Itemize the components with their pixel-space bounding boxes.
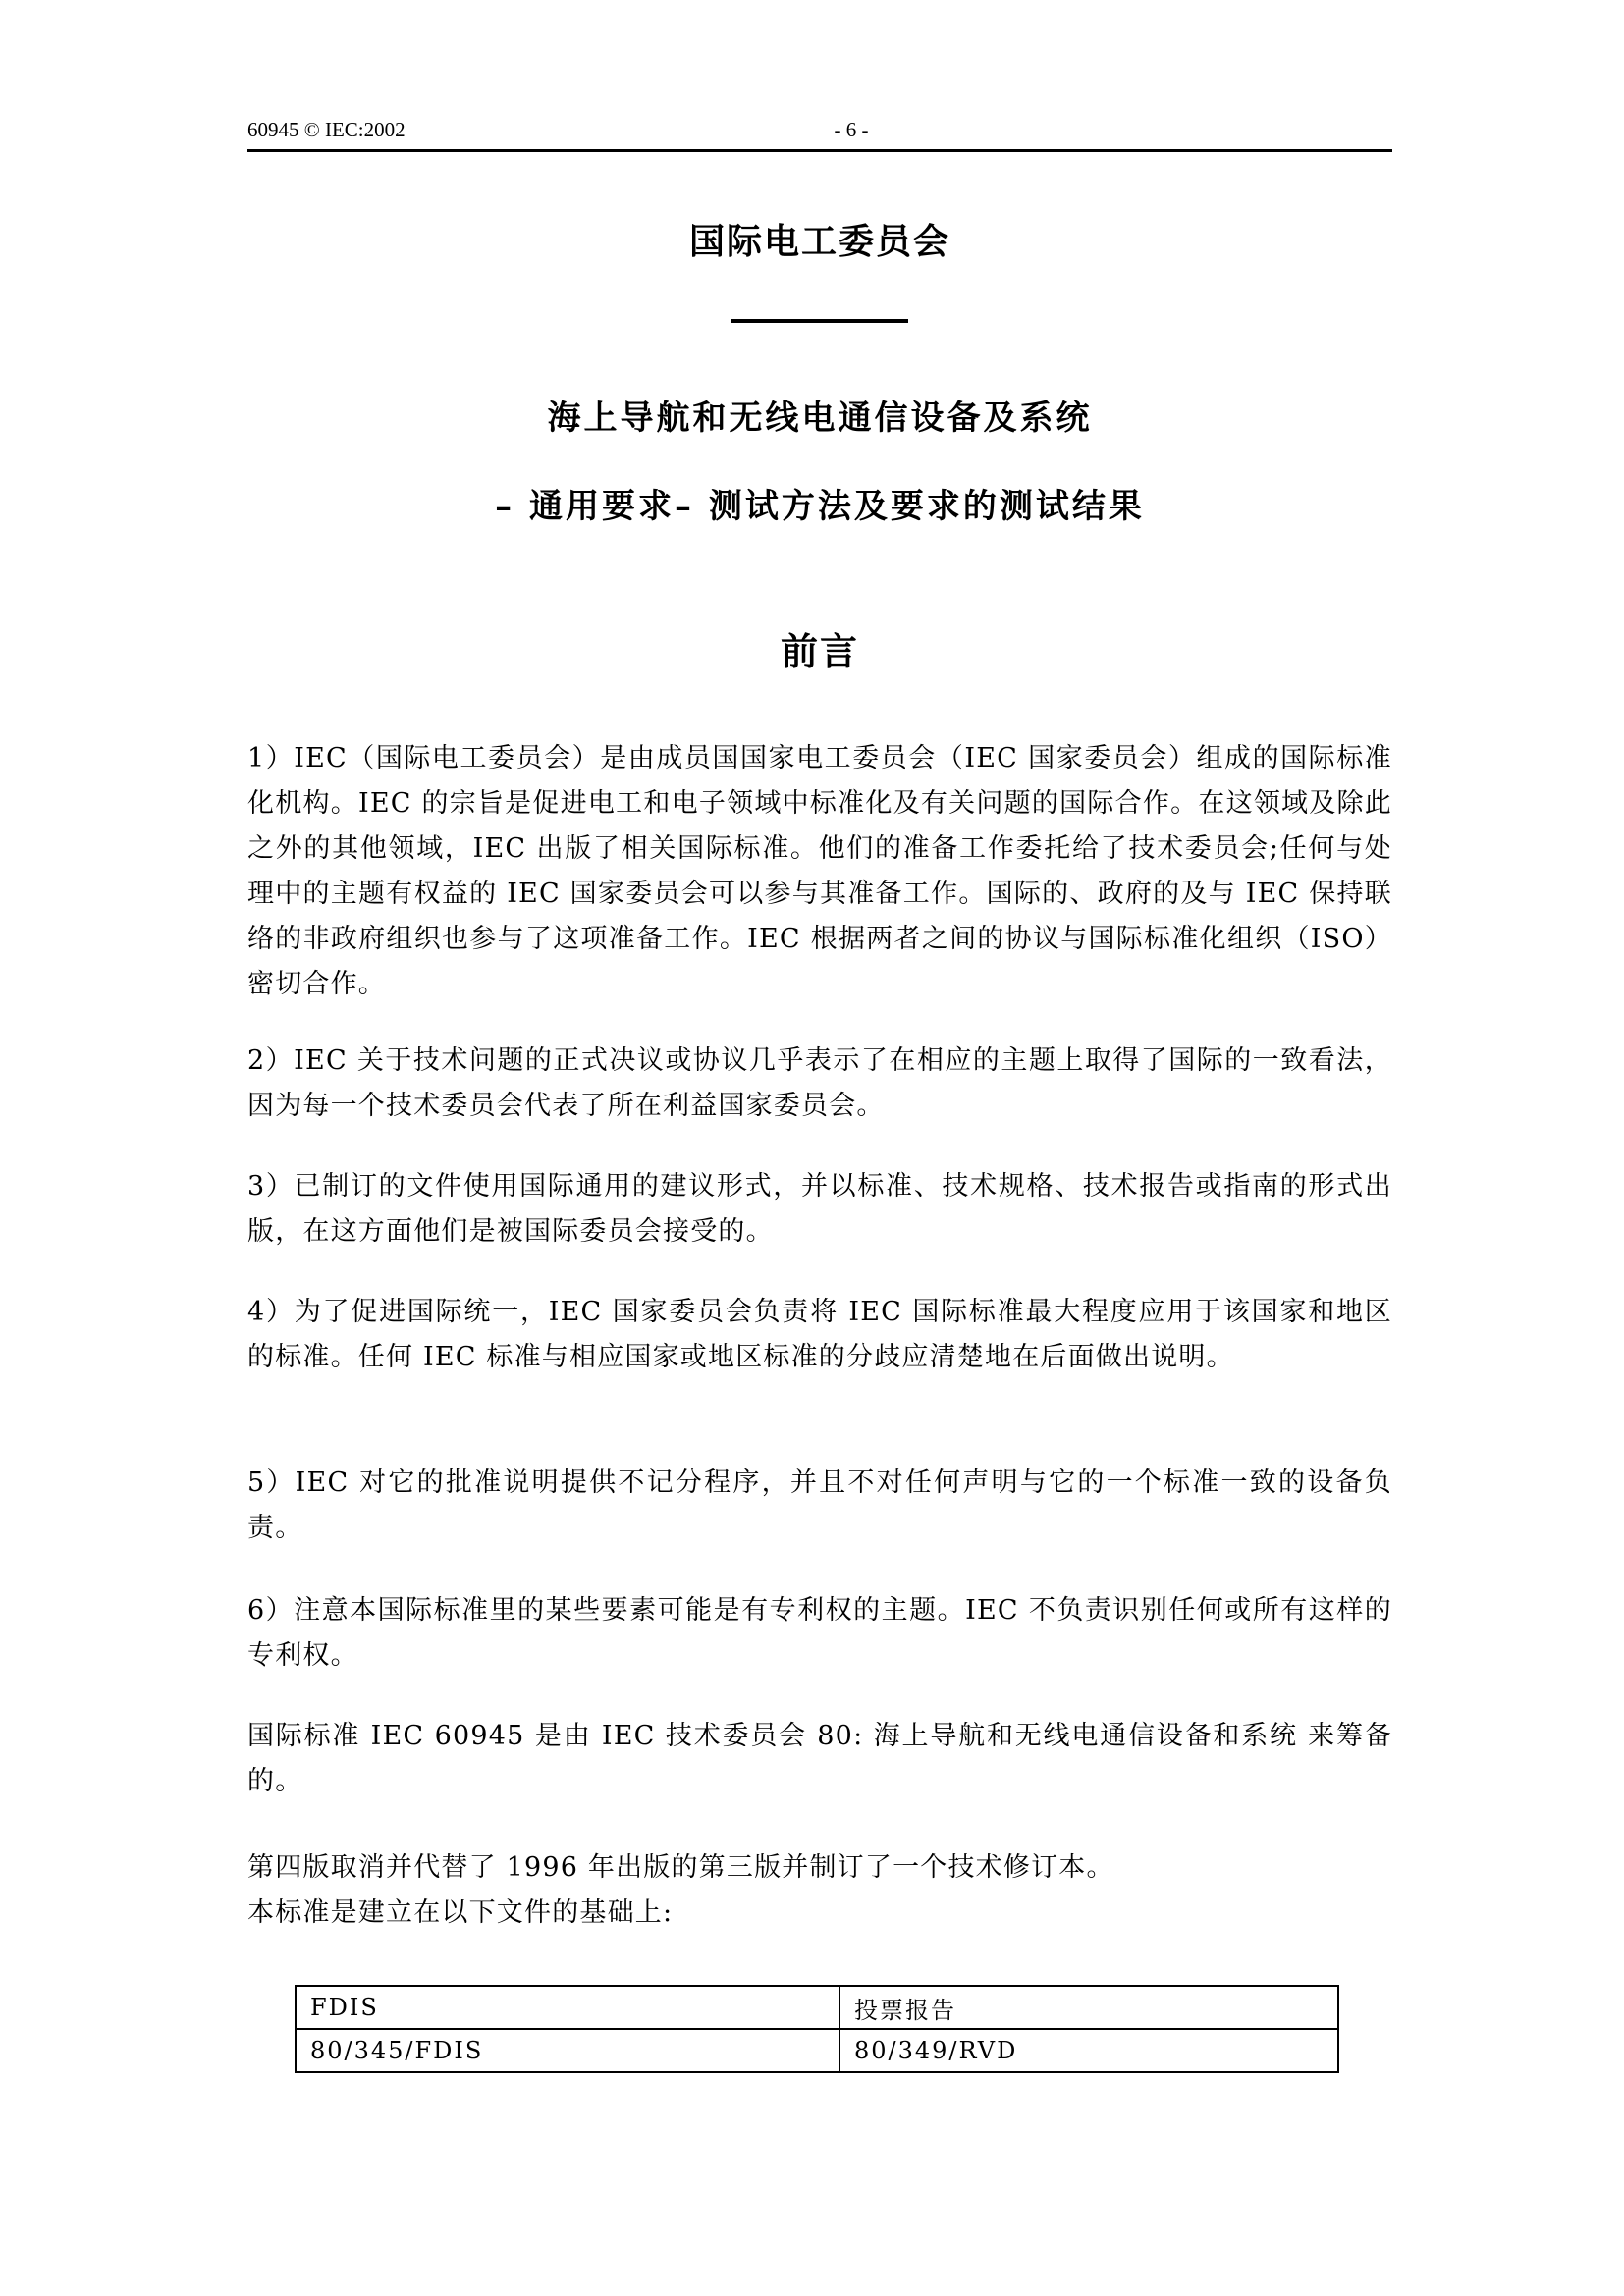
- foreword-clause-2: 2）IEC 关于技术问题的正式决议或协议几乎表示了在相应的主题上取得了国际的一致看法，因为每一个技术委员会代表了所在利益国家委员会。: [247, 1045, 1392, 1121]
- table-cell-fdis: 80/345/FDIS: [296, 2029, 839, 2072]
- basis-documents-intro: 本标准是建立在以下文件的基础上:: [247, 1897, 674, 1928]
- header-standard-id: 60945 © IEC:2002: [247, 118, 406, 141]
- table-header-fdis: FDIS: [296, 1986, 839, 2029]
- voting-documents-table: [295, 1985, 1339, 2073]
- table-header-vote-report: 投票报告: [839, 1986, 1338, 2029]
- foreword-clause-1: 1）IEC（国际电工委员会）是由成员国国家电工委员会（IEC 国家委员会）组成的国际标准化机构。IEC 的宗旨是促进电工和电子领域中标准化及有关问题的国际合作。在这领域及除此之外的其他领域，IEC 出版了相关国际标准。他们的准备工作委托给了技术委员会;任何与处理中的主题有权益的 IEC 国家委员会可以参与其准备工作。国际的、政府的及与 IEC 保持联络的非政府组织也参与了这项准备工作。IEC 根据两者之间的协议与国际标准化组织（ISO）密切合作。: [247, 743, 1392, 999]
- document-title-line-1: 海上导航和无线电通信设备及系统: [547, 399, 1093, 438]
- document-title-line-2: – 通用要求– 测试方法及要求的测试结果: [495, 487, 1145, 526]
- table-header-row: [296, 1986, 1338, 2029]
- title-divider: [731, 319, 908, 323]
- organization-title: 国际电工委员会: [688, 222, 950, 262]
- foreword-heading: 前言: [780, 630, 859, 673]
- foreword-clause-4: 4）为了促进国际统一，IEC 国家委员会负责将 IEC 国际标准最大程度应用于该国家和地区的标准。任何 IEC 标准与相应国家或地区标准的分歧应清楚地在后面做出说明。: [247, 1297, 1392, 1372]
- foreword-clause-6: 6）注意本国际标准里的某些要素可能是有专利权的主题。IEC 不负责识别任何或所有这样的专利权。: [247, 1595, 1392, 1671]
- page-header: [247, 116, 1392, 152]
- table-cell-rvd: 80/349/RVD: [839, 2029, 1338, 2072]
- foreword-clause-5: 5）IEC 对它的批准说明提供不记分程序，并且不对任何声明与它的一个标准一致的设备负责。: [247, 1468, 1392, 1543]
- foreword-clause-3: 3）已制订的文件使用国际通用的建议形式，并以标准、技术规格、技术报告或指南的形式出版，在这方面他们是被国际委员会接受的。: [247, 1171, 1392, 1247]
- page-number: - 6 -: [834, 118, 869, 141]
- edition-note: 第四版取消并代替了 1996 年出版的第三版并制订了一个技术修订本。: [247, 1852, 1114, 1883]
- standard-origin-paragraph: 国际标准 IEC 60945 是由 IEC 技术委员会 80: 海上导航和无线电通信设备和系统 来筹备的。: [247, 1721, 1392, 1796]
- table-row: [296, 2029, 1338, 2072]
